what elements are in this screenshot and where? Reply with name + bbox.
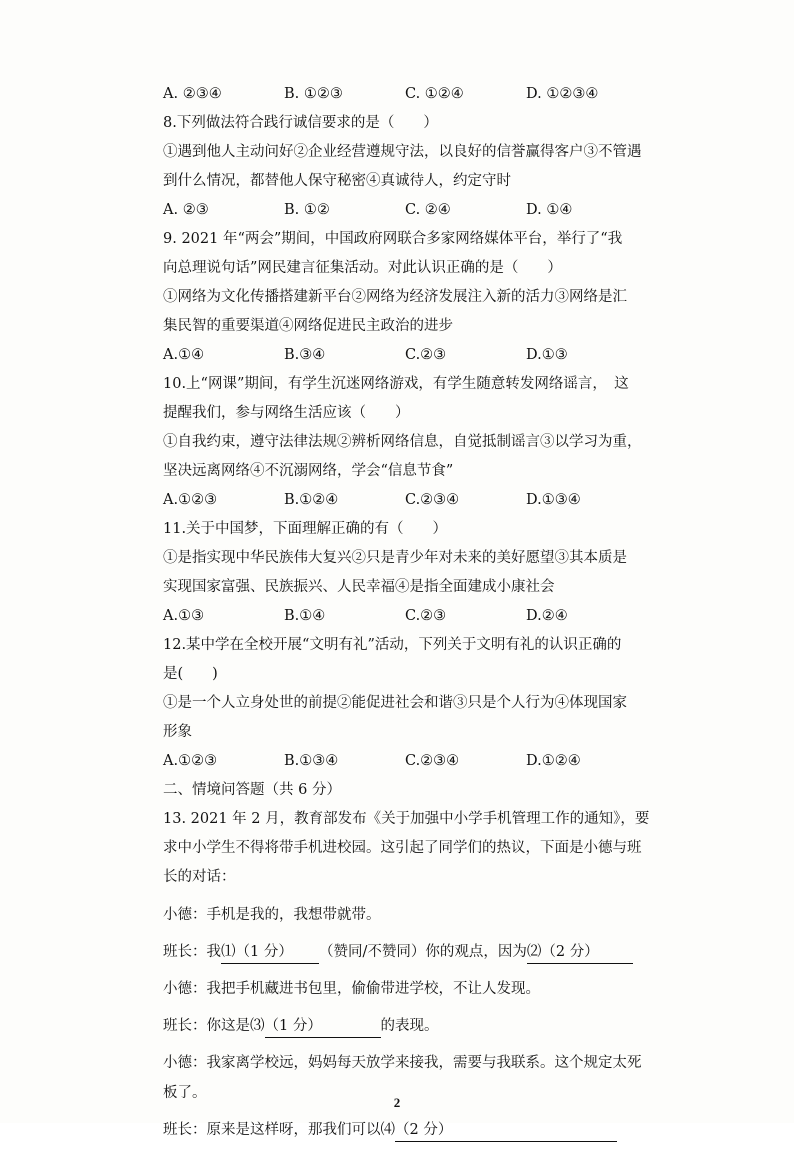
q11-stem: 11.关于中国梦，下面理解正确的有（ ）	[163, 521, 448, 537]
q8-items-line2: 到什么情况，都替他人保守秘密④真诚待人，约定守时	[163, 173, 511, 189]
q8-stem: 8.下列做法符合践行诚信要求的是（ ）	[163, 115, 438, 131]
q8-options	[163, 200, 633, 229]
q11-items-line2: 实现国家富强、民族振兴、人民幸福④是指全面建成小康社会	[163, 579, 555, 595]
q9-stem-line1: 9. 2021 年“两会”期间，中国政府网联合多家网络媒体平台，举行了“我	[163, 231, 623, 247]
exam-content	[163, 84, 650, 1150]
q12-option-c: C.②③④	[405, 753, 460, 769]
dialogue-line-6	[163, 1120, 633, 1150]
q7-option-d: D. ①②③④	[526, 86, 599, 102]
q8-items-line1: ①遇到他人主动问好②企业经营遵规守法，以良好的信誉赢得客户③不管遇	[163, 144, 642, 160]
q10-option-c: C.②③④	[405, 492, 460, 508]
q9-option-b: B.③④	[284, 347, 326, 363]
q12-option-d: D.①②④	[526, 753, 581, 769]
q11-option-b: B.①④	[284, 608, 326, 624]
q10-stem-line1: 10.上“网课”期间，有学生沉迷网络游戏，有学生随意转发网络谣言， 这	[163, 376, 629, 392]
q8-option-c: C. ②④	[405, 202, 451, 218]
q10-option-a: A.①②③	[163, 492, 218, 508]
dialogue-2-middle: （赞同/不赞同）你的观点，因为	[319, 944, 527, 960]
dialogue-4-suffix: 的表现。	[380, 1018, 439, 1034]
q12-stem-line1: 12.某中学在全校开展“文明有礼”活动，下列关于文明有礼的认识正确的	[163, 637, 622, 653]
q10-options	[163, 490, 633, 519]
q12-items-line1: ①是一个人立身处世的前提②能促进社会和谐③只是个人行为④体现国家	[163, 695, 627, 711]
q12-options	[163, 751, 633, 780]
dialogue-line-4	[163, 1016, 633, 1053]
q13-stem-line2: 求中小学生不得将带手机进校园。这引起了同学们的热议，下面是小德与班	[163, 840, 642, 856]
dialogue-line-1: 小德：手机是我的，我想带就带。	[163, 907, 381, 923]
q8-option-b: B. ①②	[284, 202, 330, 218]
dialogue-4-prefix: 班长：你这是⑶	[163, 1018, 265, 1034]
dialogue-2-prefix: 班长：我	[163, 944, 221, 960]
q9-stem-line2: 向总理说句话”网民建言征集活动。对此认识正确的是（ ）	[163, 260, 562, 276]
dialogue-6-prefix: 班长：原来是这样呀，那我们可以⑷	[163, 1122, 395, 1138]
q11-option-c: C.②③	[405, 608, 447, 624]
q8-option-a: A. ②③	[163, 202, 209, 218]
q11-items-line1: ①是指实现中华民族伟大复兴②只是青少年对未来的美好愿望③其本质是	[163, 550, 627, 566]
dialogue-line-2	[163, 942, 633, 979]
q11-options	[163, 606, 633, 635]
q9-items-line2: 集民智的重要渠道④网络促进民主政治的进步	[163, 318, 453, 334]
q7-options	[163, 84, 633, 113]
q8-option-d: D. ①④	[526, 202, 573, 218]
answer-blank-2[interactable]: ⑵（2 分）	[527, 942, 633, 964]
q7-option-c: C. ①②④	[405, 86, 464, 102]
q7-option-a: A. ②③④	[163, 86, 222, 102]
answer-blank-4[interactable]: （2 分）	[395, 1120, 617, 1142]
q10-stem-line2: 提醒我们，参与网络生活应该（ ）	[163, 405, 410, 421]
dialogue-line-3: 小德：我把手机藏进书包里，偷偷带进学校，不让人发现。	[163, 981, 540, 997]
q13-stem-line3: 长的对话：	[163, 869, 236, 885]
q10-items-line1: ①自我约束，遵守法律法规②辨析网络信息，自觉抵制谣言③以学习为重，	[163, 434, 642, 450]
q12-items-line2: 形象	[163, 724, 192, 740]
q12-stem-line2: 是( )	[163, 666, 218, 682]
q10-option-d: D.①③④	[526, 492, 581, 508]
q10-option-b: B.①②④	[284, 492, 339, 508]
q9-option-d: D.①③	[526, 347, 568, 363]
q9-items-line1: ①网络为文化传播搭建新平台②网络为经济发展注入新的活力③网络是汇	[163, 289, 627, 305]
answer-blank-1[interactable]: ⑴（1 分）	[221, 942, 319, 964]
q11-option-d: D.②④	[526, 608, 568, 624]
answer-blank-3[interactable]: （1 分）	[265, 1016, 381, 1038]
q12-option-b: B.①③④	[284, 753, 339, 769]
dialogue-line-5a: 小德：我家离学校远，妈妈每天放学来接我，需要与我联系。这个规定太死	[163, 1055, 642, 1071]
q11-option-a: A.①③	[163, 608, 205, 624]
q12-option-a: A.①②③	[163, 753, 218, 769]
section2-title: 二、情境问答题（共 6 分）	[163, 782, 341, 798]
q7-option-b: B. ①②③	[284, 86, 343, 102]
q13-stem-line1: 13. 2021 年 2 月，教育部发布《关于加强中小学手机管理工作的通知》，要	[163, 811, 650, 827]
page-number: 2	[393, 1095, 401, 1110]
q9-option-a: A.①④	[163, 347, 205, 363]
q9-option-c: C.②③	[405, 347, 447, 363]
q10-items-line2: 坚决远离网络④不沉溺网络，学会“信息节食”	[163, 463, 454, 479]
q9-options	[163, 345, 633, 374]
dialogue-line-5b: 板了。	[163, 1085, 207, 1101]
